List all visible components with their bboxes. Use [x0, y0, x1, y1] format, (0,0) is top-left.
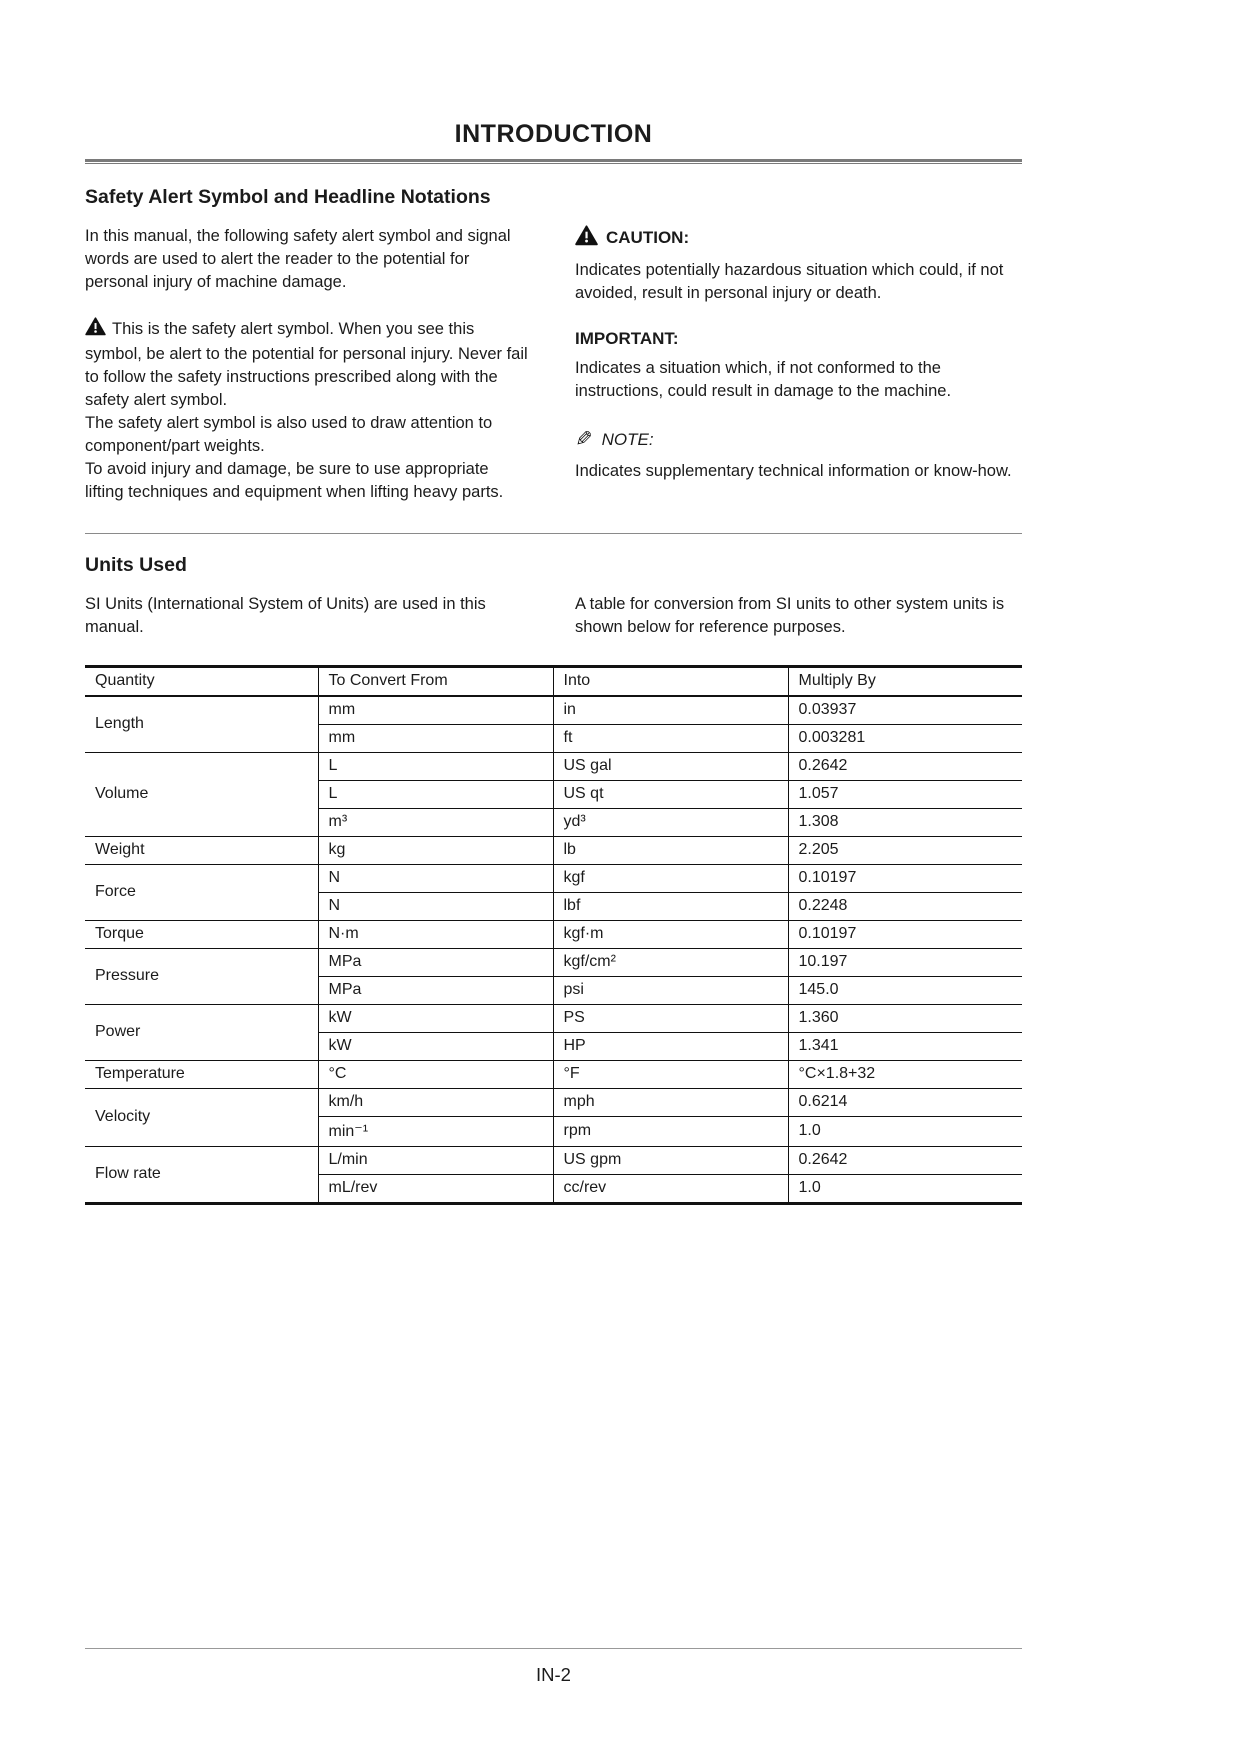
- page-footer: [85, 1648, 1022, 1686]
- convert-from-cell: N: [318, 865, 553, 893]
- convert-from-cell: kW: [318, 1033, 553, 1061]
- table-row: [85, 1147, 1022, 1175]
- note-label-row: [575, 427, 1022, 452]
- convert-from-cell: L/min: [318, 1147, 553, 1175]
- quantity-cell: Velocity: [85, 1089, 318, 1147]
- multiply-by-cell: 0.2642: [788, 753, 1022, 781]
- units-columns: [85, 593, 1022, 639]
- convert-from-cell: kg: [318, 837, 553, 865]
- safety-left-column: [85, 225, 530, 507]
- into-cell: psi: [553, 977, 788, 1005]
- safety-alert-text-1: This is the safety alert symbol. When you see this symbol, be alert to the potential for personal injury. Never fail to follow the safety instructions prescribed along with the safety alert symbol.: [85, 320, 528, 409]
- safety-alert-text-3: To avoid injury and damage, be sure to use appropriate lifting techniques and equipment when lifting heavy parts.: [85, 460, 504, 501]
- pencil-note-icon: ✎: [575, 428, 593, 451]
- convert-from-cell: L: [318, 781, 553, 809]
- into-cell: kgf·m: [553, 921, 788, 949]
- table-header-row: [85, 667, 1022, 697]
- conversion-table: [85, 665, 1022, 1205]
- multiply-by-cell: 145.0: [788, 977, 1022, 1005]
- convert-from-cell: N: [318, 893, 553, 921]
- multiply-by-cell: 1.0: [788, 1117, 1022, 1147]
- title-divider: [85, 159, 1022, 164]
- caution-triangle-icon: [575, 225, 598, 251]
- units-section-heading: Units Used: [85, 554, 187, 576]
- into-cell: rpm: [553, 1117, 788, 1147]
- section-divider: [85, 533, 1022, 534]
- convert-from-cell: N·m: [318, 921, 553, 949]
- column-header-multiply-by: Multiply By: [788, 667, 1022, 697]
- column-gap: [530, 225, 575, 507]
- table-row: [85, 1061, 1022, 1089]
- important-label: IMPORTANT:: [575, 329, 679, 348]
- quantity-cell: Temperature: [85, 1061, 318, 1089]
- conversion-table-body: [85, 696, 1022, 1204]
- column-gap: [530, 593, 575, 639]
- into-cell: yd³: [553, 809, 788, 837]
- quantity-cell: Torque: [85, 921, 318, 949]
- into-cell: kgf/cm²: [553, 949, 788, 977]
- multiply-by-cell: °C×1.8+32: [788, 1061, 1022, 1089]
- quantity-cell: Weight: [85, 837, 318, 865]
- quantity-cell: Length: [85, 696, 318, 753]
- into-cell: lbf: [553, 893, 788, 921]
- column-header-quantity: Quantity: [85, 667, 318, 697]
- multiply-by-cell: 1.0: [788, 1175, 1022, 1204]
- quantity-cell: Power: [85, 1005, 318, 1061]
- multiply-by-cell: 10.197: [788, 949, 1022, 977]
- safety-section-heading: Safety Alert Symbol and Headline Notations: [85, 186, 491, 208]
- into-cell: PS: [553, 1005, 788, 1033]
- convert-from-cell: °C: [318, 1061, 553, 1089]
- caution-label-row: [575, 225, 1022, 251]
- important-text: Indicates a situation which, if not conformed to the instructions, could result in damage to the machine.: [575, 359, 952, 400]
- convert-from-cell: mm: [318, 725, 553, 753]
- multiply-by-cell: 1.341: [788, 1033, 1022, 1061]
- quantity-cell: Force: [85, 865, 318, 921]
- multiply-by-cell: 1.360: [788, 1005, 1022, 1033]
- caution-block: [575, 225, 1022, 305]
- important-block: [575, 329, 1022, 403]
- table-row: [85, 1089, 1022, 1117]
- safety-right-column: [575, 225, 1022, 507]
- table-row: [85, 921, 1022, 949]
- into-cell: HP: [553, 1033, 788, 1061]
- multiply-by-cell: 0.03937: [788, 696, 1022, 725]
- table-row: [85, 753, 1022, 781]
- into-cell: ft: [553, 725, 788, 753]
- table-row: [85, 696, 1022, 725]
- into-cell: cc/rev: [553, 1175, 788, 1204]
- note-text: Indicates supplementary technical information or know-how.: [575, 462, 1012, 480]
- multiply-by-cell: 0.003281: [788, 725, 1022, 753]
- page-title: INTRODUCTION: [454, 120, 653, 148]
- convert-from-cell: MPa: [318, 949, 553, 977]
- note-block: [575, 427, 1022, 483]
- multiply-by-cell: 1.308: [788, 809, 1022, 837]
- table-row: [85, 1005, 1022, 1033]
- into-cell: in: [553, 696, 788, 725]
- into-cell: °F: [553, 1061, 788, 1089]
- units-right-text: A table for conversion from SI units to other system units is shown below for reference purposes.: [575, 595, 1005, 636]
- convert-from-cell: min⁻¹: [318, 1117, 553, 1147]
- page-content: [85, 120, 1022, 1205]
- multiply-by-cell: 0.10197: [788, 921, 1022, 949]
- into-cell: US gpm: [553, 1147, 788, 1175]
- table-row: [85, 949, 1022, 977]
- into-cell: kgf: [553, 865, 788, 893]
- into-cell: mph: [553, 1089, 788, 1117]
- convert-from-cell: mm: [318, 696, 553, 725]
- safety-intro-paragraph: In this manual, the following safety alert symbol and signal words are used to alert the reader to the potential for personal injury of machine damage.: [85, 227, 511, 291]
- convert-from-cell: mL/rev: [318, 1175, 553, 1204]
- column-header-into: Into: [553, 667, 788, 697]
- units-left-text: SI Units (International System of Units) are used in this manual.: [85, 595, 486, 636]
- convert-from-cell: MPa: [318, 977, 553, 1005]
- quantity-cell: Volume: [85, 753, 318, 837]
- into-cell: US gal: [553, 753, 788, 781]
- quantity-cell: Pressure: [85, 949, 318, 1005]
- multiply-by-cell: 0.2642: [788, 1147, 1022, 1175]
- caution-label: CAUTION:: [606, 228, 690, 247]
- quantity-cell: Flow rate: [85, 1147, 318, 1204]
- safety-alert-paragraph: [85, 317, 530, 412]
- convert-from-cell: kW: [318, 1005, 553, 1033]
- page-number: IN-2: [536, 1664, 571, 1685]
- multiply-by-cell: 1.057: [788, 781, 1022, 809]
- into-cell: lb: [553, 837, 788, 865]
- multiply-by-cell: 0.10197: [788, 865, 1022, 893]
- multiply-by-cell: 0.2248: [788, 893, 1022, 921]
- table-row: [85, 837, 1022, 865]
- column-header-convert-from: To Convert From: [318, 667, 553, 697]
- safety-columns: [85, 225, 1022, 507]
- table-row: [85, 865, 1022, 893]
- safety-alert-text-2: The safety alert symbol is also used to draw attention to component/part weights.: [85, 414, 493, 455]
- convert-from-cell: km/h: [318, 1089, 553, 1117]
- convert-from-cell: L: [318, 753, 553, 781]
- convert-from-cell: m³: [318, 809, 553, 837]
- multiply-by-cell: 0.6214: [788, 1089, 1022, 1117]
- into-cell: US qt: [553, 781, 788, 809]
- caution-text: Indicates potentially hazardous situation which could, if not avoided, result in personal injury or death.: [575, 261, 1004, 302]
- multiply-by-cell: 2.205: [788, 837, 1022, 865]
- safety-alert-triangle-icon: [85, 317, 106, 343]
- note-label: NOTE:: [601, 429, 654, 449]
